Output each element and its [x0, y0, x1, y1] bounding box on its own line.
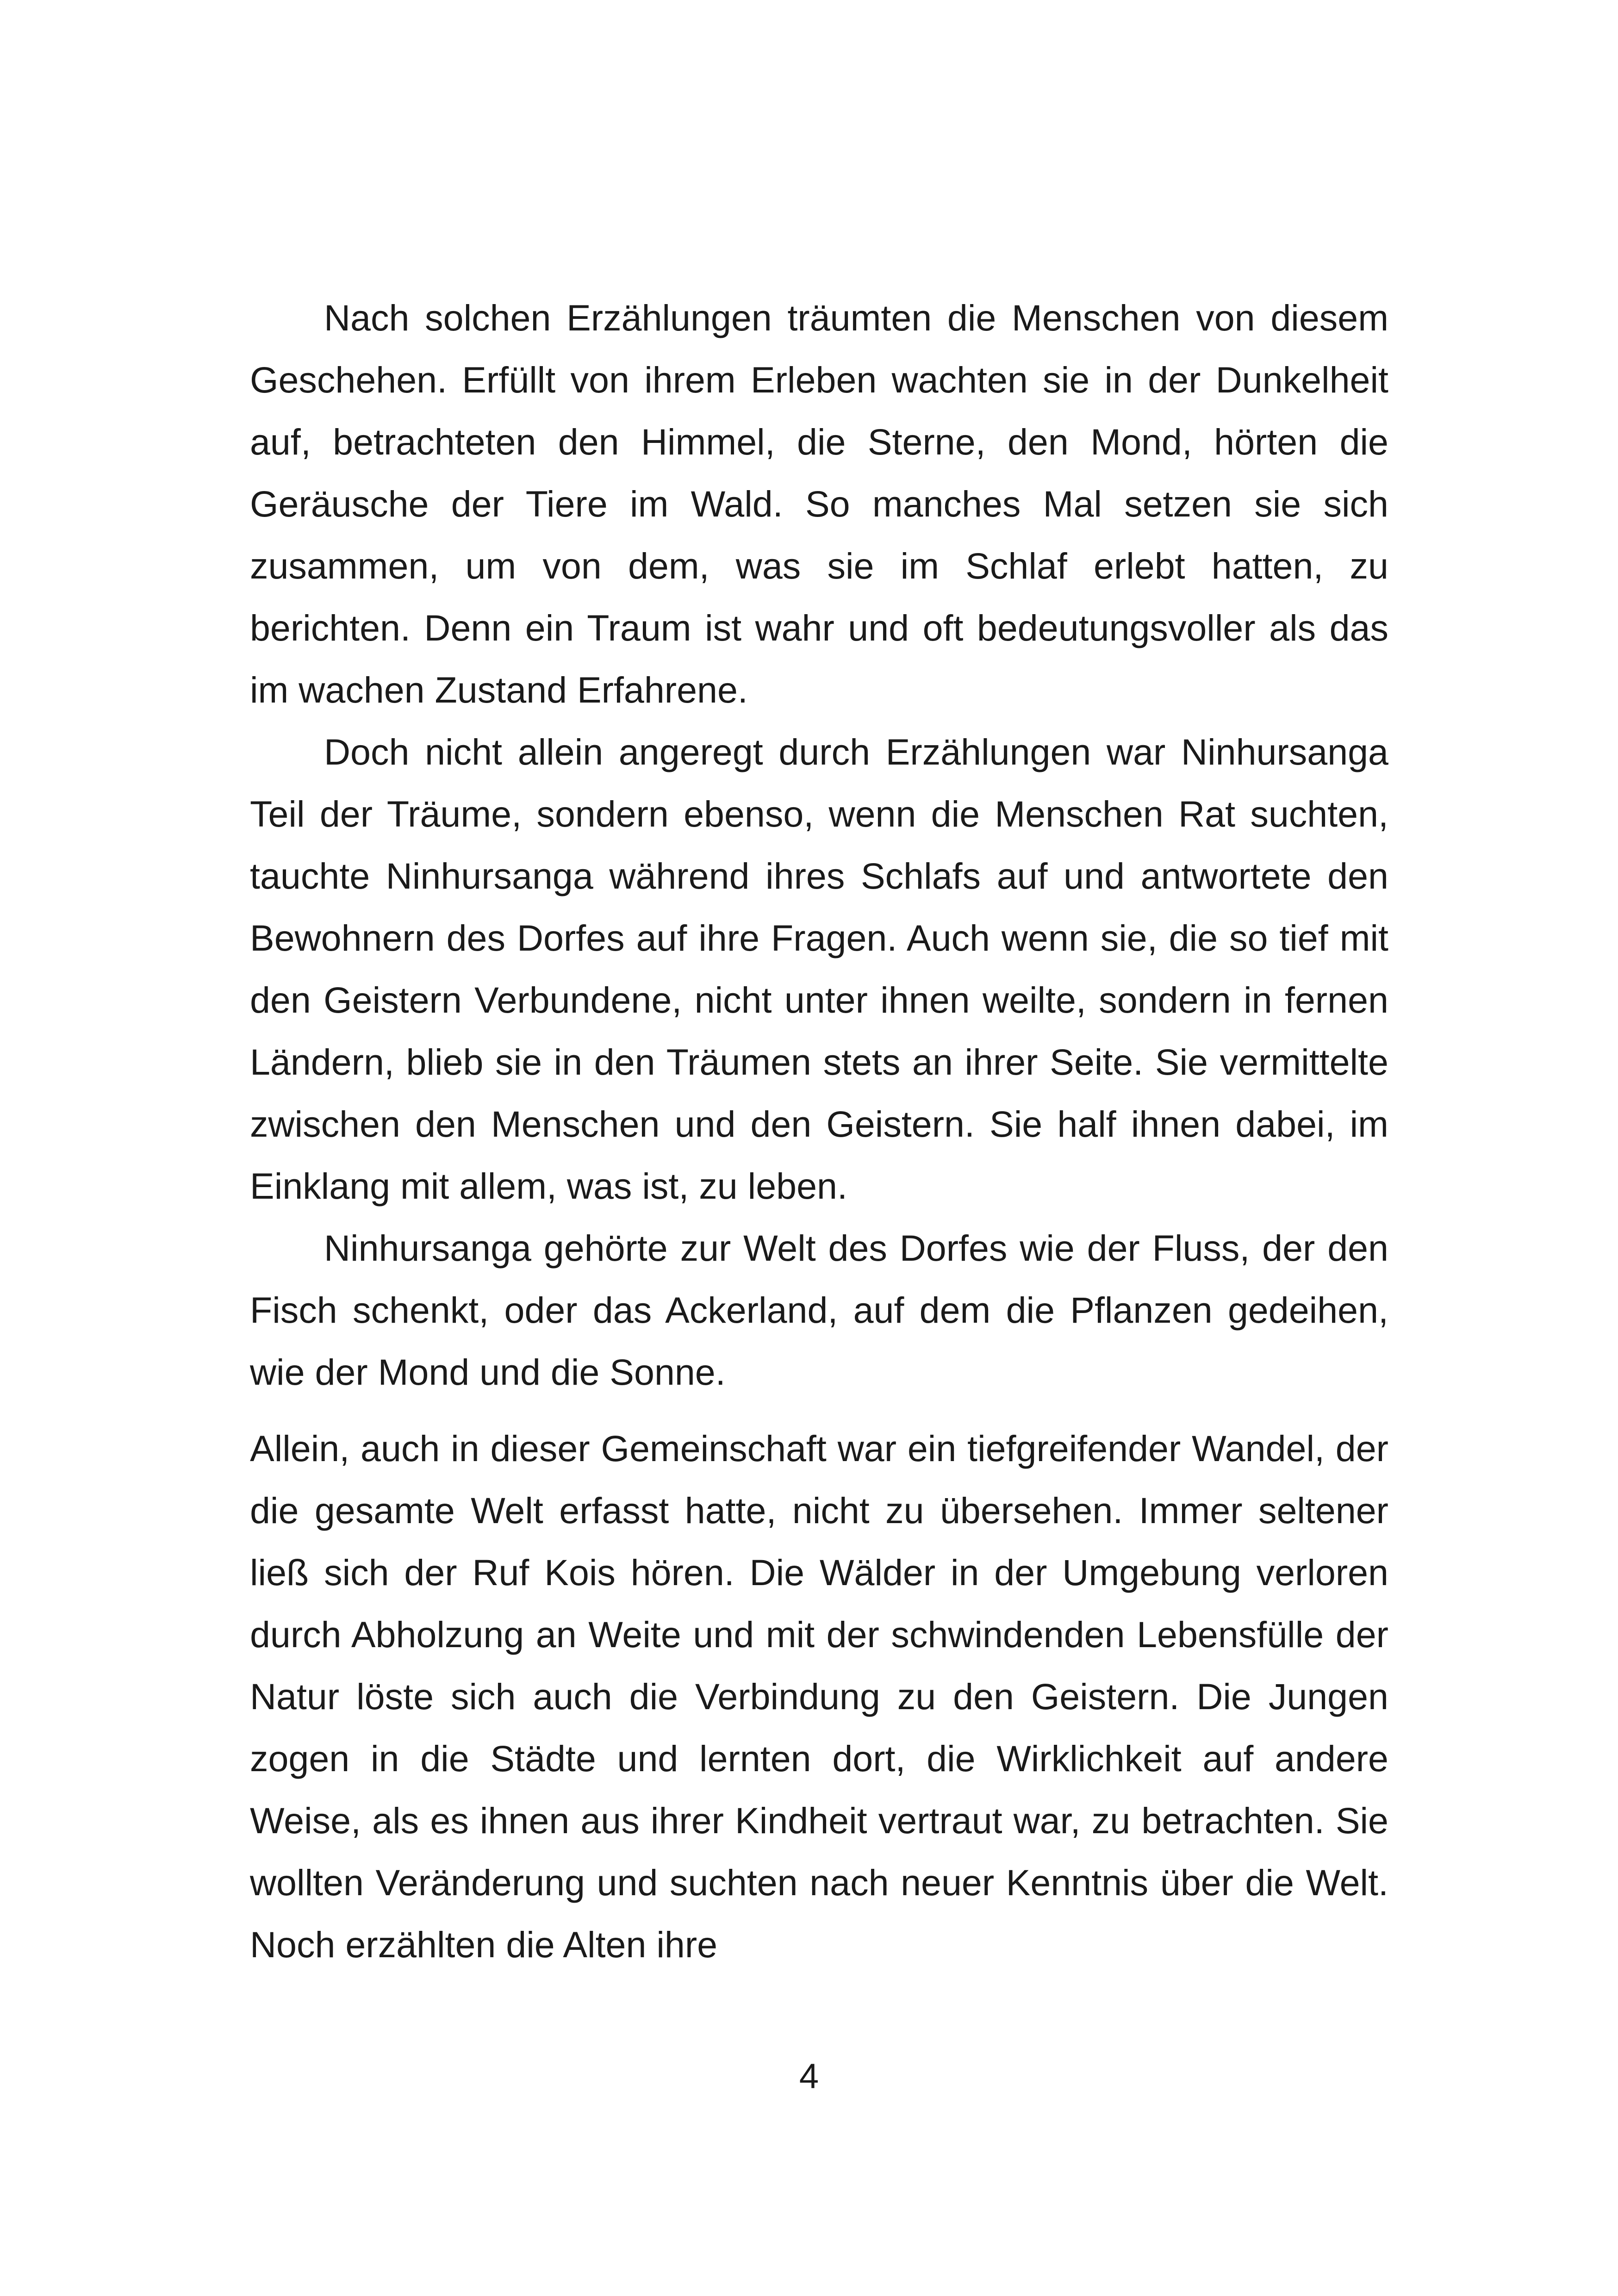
paragraph: Ninhursanga gehörte zur Welt des Dorfes wie der Fluss, der den Fisch schenkt, oder das Ackerland, auf dem die Pflanzen gedeihen, wie der Mond und die Sonne. [250, 1227, 1388, 1393]
text-section-1 [250, 287, 1388, 1403]
text-section-2 [250, 1418, 1388, 1976]
paragraph: Allein, auch in dieser Gemeinschaft war ein tiefgreifender Wandel, der die gesamte Welt erfasst hatte, nicht zu übersehen. Immer seltener ließ sich der Ruf Kois hören. Die Wälder in der Umgebung verloren durch Abholzung an Weite und mit der schwindenden Lebensfülle der Natur löste sich auch die Verbindung zu den Geistern. Die Jungen zogen in die Städte und lernten dort, die Wirklichkeit auf andere Weise, als es ihnen aus ihrer Kindheit vertraut war, zu betrachten. Sie wollten Veränderung und suchten nach neuer Kenntnis über die Welt. Noch erzählten die Alten ihre [250, 1428, 1388, 1965]
paragraph: Nach solchen Erzählungen träumten die Menschen von diesem Geschehen. Erfüllt von ihrem Erleben wachten sie in der Dunkelheit auf, betrachteten den Himmel, die Sterne, den Mond, hörten die Geräusche der Tiere im Wald. So manches Mal setzen sie sich zusammen, um von dem, was sie im Schlaf erlebt hatten, zu berichten. Denn ein Traum ist wahr und oft bedeutungsvoller als das im wachen Zustand Erfahrene. [250, 297, 1388, 710]
paragraph: Doch nicht allein angeregt durch Erzählungen war Ninhursanga Teil der Träume, sondern ebenso, wenn die Menschen Rat suchten, tauchte Ninhursanga während ihres Schlafs auf und antwortete den Bewohnern des Dorfes auf ihre Fragen. Auch wenn sie, die so tief mit den Geistern Verbundene, nicht unter ihnen weilte, sondern in fernen Ländern, blieb sie in den Träumen stets an ihrer Seite. Sie vermittelte zwischen den Menschen und den Geistern. Sie half ihnen dabei, im Einklang mit allem, was ist, zu leben. [250, 731, 1388, 1207]
page-number: 4 [799, 2057, 819, 2096]
